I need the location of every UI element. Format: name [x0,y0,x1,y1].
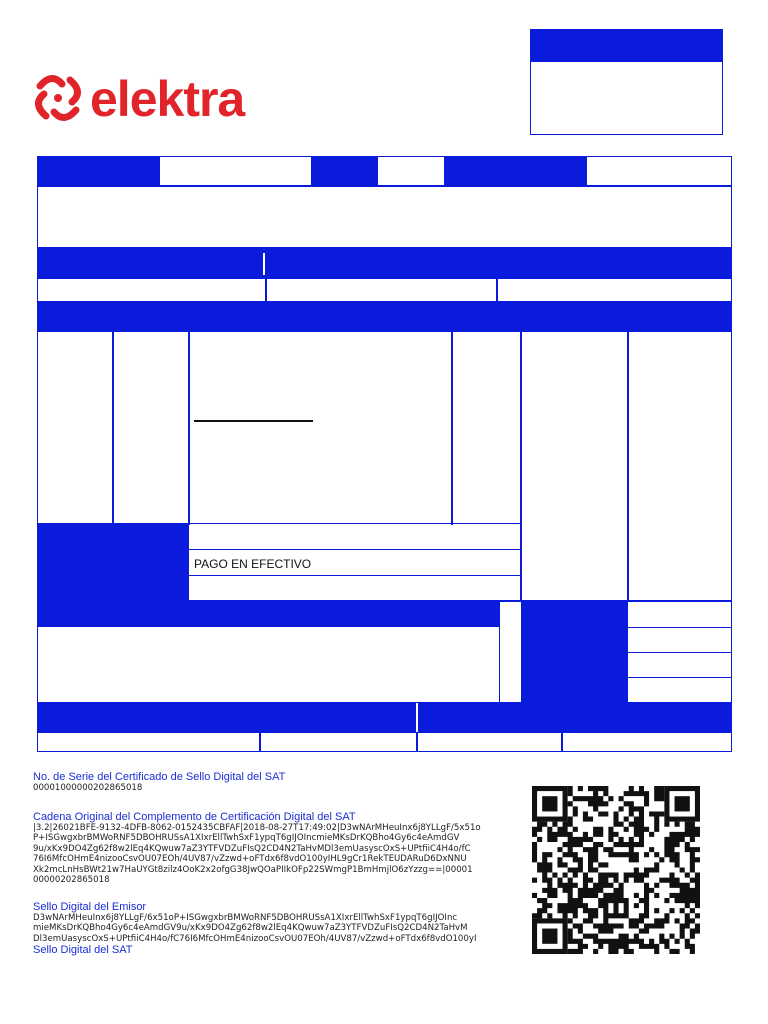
col-divider-5 [627,331,629,601]
cadena-line: 00000202865018 [33,875,110,885]
bottom-values-row [37,732,732,752]
bottom-divider-1 [259,732,261,752]
qr-code-icon [532,786,700,954]
address-values-row [37,278,732,302]
payment-label [37,523,188,601]
payment-method: PAGO EN EFECTIVO [194,557,312,571]
items-header [37,302,732,332]
emisor-line: Dl3emUasyscOxS+UPtfiiC4H4o/fC76I6MfcOHmE4nizooCsvOU07EOh/4UV87/vZzwd+oFTdx6f8vdO100yI [33,933,477,944]
cadena-line: 76I6MfcOHmE4nizooCsvOU07EOh/4UV87/vZzwd+oFTdx6f8vdO100yIHL9gCr1RekTEUDARuD6DxNNU [33,854,467,864]
sat-cadena-label: Cadena Original del Complemento de Certificación Digital del SAT [33,810,356,823]
description-underline [194,420,313,422]
address-divider-1 [265,278,267,302]
amount-words-header [37,601,500,627]
emisor-line: mieMKsDrKQBho4Gy6c4eAmdGV9u/xKx9DO4Zg62f8w2lEq4KQwuw7aZ3YTFVDZuFIsQ2CD4N2TaHvM [33,923,468,933]
col-divider-2 [188,331,190,525]
brand-name: elektra [90,71,245,127]
amount-small-cell [499,601,522,703]
totals-value-4 [627,677,732,703]
cadena-line: Xk2mcLnHsBWt21w7HaUYGt8zilz4OoK2x2ofgG38JwQOaPIIkOFp22SWmgP1BmHmjlO6zYzzg==|00001 [33,864,473,875]
header-label-2 [311,156,378,186]
cadena-line: 9u/xKx9DO4Zg62f8w2lEq4KQwuw7aZ3YTFVDZuFIsQ2CD4N2TaHvMDl3emUasyscOxS+UPtfiiC4H4o/fC [33,843,471,854]
sat-sello-label: Sello Digital del SAT [33,944,133,956]
bottom-divider-3 [561,732,563,752]
cadena-line: |3.2|26021BFE-9132-4DFB-8062-0152435CBFAF|2018-08-27T17:49:02|D3wNArMHeuInx6j8YLLgF/5x51o [33,822,481,833]
totals-value-1 [627,601,732,628]
amount-words-box [37,626,500,703]
address-header-divider [263,253,265,275]
totals-value-3 [627,652,732,678]
sat-emisor-label: Sello Digital del Emisor [33,900,147,913]
bottom-header-right [418,703,732,733]
emisor-line: D3wNArMHeuInx6j8YLLgF/6x51oP+ISGwgxbrBMWoRNF5DBOHRUSsA1XIxrEllTwhSxF1ypqT6gIJOInc [33,912,458,923]
payment-row-1 [188,523,521,550]
client-info-box [37,186,732,248]
elektra-swirl-icon [30,70,86,126]
header-label-1 [37,156,160,186]
payment-row-3 [188,575,521,601]
elektra-logo [30,66,270,128]
address-header [37,248,732,278]
col-divider-3 [451,331,453,525]
totals-labels [522,601,628,703]
sat-serie-value: 00001000000202865018 [33,783,143,793]
cadena-line: P+ISGwgxbrBMWoRNF5DBOHRUSsA1XIxrEllTwhSxF1ypqT6gIJOIncmieMKsDrKQBho4Gy6c4eAmdGV [33,833,460,843]
totals-value-2 [627,627,732,653]
bottom-divider-2 [416,732,418,752]
header-label-3 [444,156,587,186]
bottom-header-left [37,703,416,733]
folio-box [530,29,723,135]
address-divider-2 [496,278,498,302]
col-divider-1 [112,331,114,525]
sat-section [33,771,503,971]
sat-serie-label: No. de Serie del Certificado de Sello Digital del SAT [33,771,286,783]
